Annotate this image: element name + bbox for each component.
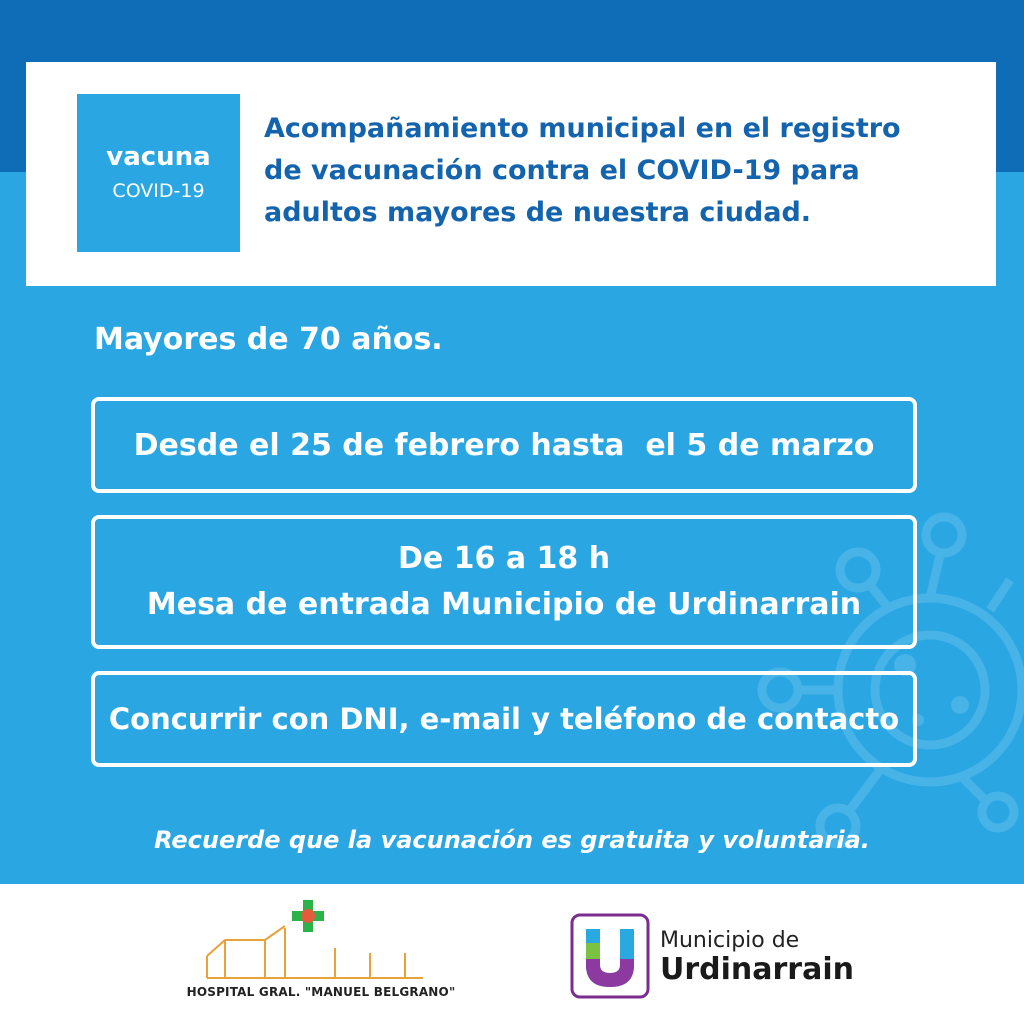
municipio-line2: Urdinarrain [660,952,854,987]
hospital-name: HOSPITAL GRAL. "MANUEL BELGRANO" [186,985,456,999]
audience-title: Mayores de 70 años. [94,322,443,357]
hospital-logo-icon [205,898,430,990]
schedule-location: Mesa de entrada Municipio de Urdinarrain [146,587,862,622]
vacuna-badge-word: vacuna [106,142,211,172]
requirements-text: Concurrir con DNI, e-mail y teléfono de contacto [108,702,900,736]
vacuna-badge [77,94,240,252]
dates-text: Desde el 25 de febrero hasta el 5 de marzo [133,427,875,463]
schedule-box [91,515,917,649]
reminder-text: Recuerde que la vacunación es gratuita y voluntaria. [154,826,870,854]
headline: Acompañamiento municipal en el registro de vacunación contra el COVID-19 para adultos mayores de nuestra ciudad. [264,113,901,228]
municipio-line1: Municipio de [660,928,800,953]
vacuna-badge-sub: COVID-19 [112,180,205,202]
municipio-u-logo-icon [570,913,650,999]
schedule-hours: De 16 a 18 h [397,541,611,576]
requirements-box [91,671,917,767]
footer [0,884,1024,1024]
dates-box [91,397,917,493]
